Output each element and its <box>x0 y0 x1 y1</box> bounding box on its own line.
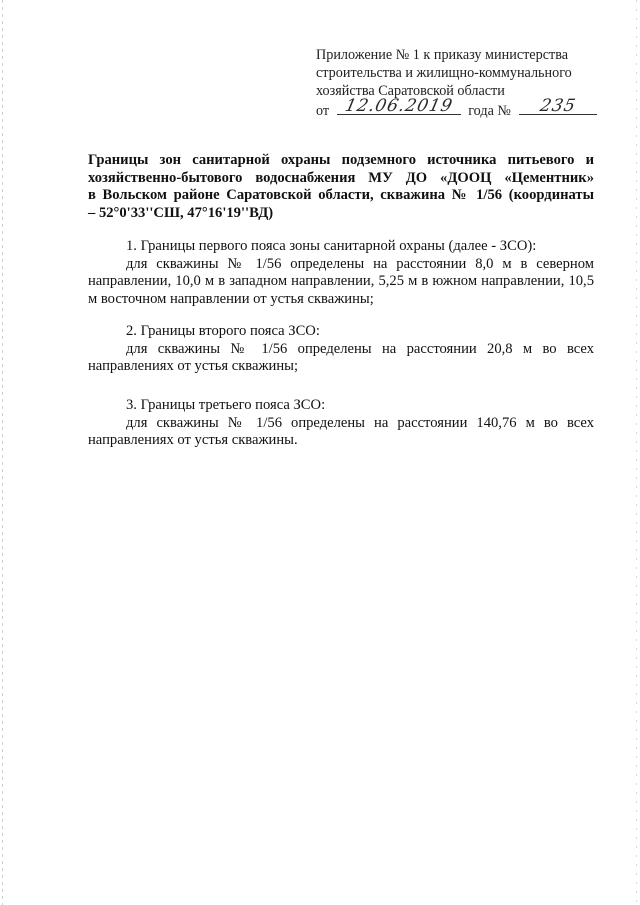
order-date-number-row <box>316 96 606 120</box>
from-label: от <box>316 103 330 119</box>
handwritten-date: 12.06.2019 <box>342 96 455 116</box>
handwritten-number: 235 <box>537 96 578 116</box>
section-heading: 1. Границы первого пояса зоны санитарной охраны (далее - ЗСО): <box>126 238 537 254</box>
appendix-line-1: Приложение № 1 к приказу министерства <box>316 47 569 63</box>
scan-edge-right <box>636 0 637 905</box>
section-third-zone <box>88 397 594 450</box>
section-heading: 3. Границы третьего пояса ЗСО: <box>126 397 326 413</box>
section-text: для скважины № 1/56 определены на расстоянии 8,0 м в северном направлении, 10,0 м в западном направлении, 5,25 м в южном направлении, 10,5 м восточном направлении от устья скважины; <box>88 255 594 307</box>
title-line-4: – 52°0'33''СШ, 47°16'19''ВД) <box>88 204 274 221</box>
title-line-3: в Вольском районе Саратовской области, скважина № 1/56 (координаты <box>88 187 594 203</box>
date-field <box>337 96 461 116</box>
scan-edge-left <box>2 0 3 905</box>
number-field <box>519 96 597 116</box>
year-number-label: года № <box>468 103 511 119</box>
section-text: для скважины № 1/56 определены на расстоянии 20,8 м во всех направлениях от устья скважины; <box>88 340 594 374</box>
title-line-2: хозяйственно-бытового водоснабжения МУ ДО «ДООЦ «Цементник» <box>88 169 594 186</box>
appendix-line-3: хозяйства Саратовской области <box>316 83 505 99</box>
document-title <box>88 152 594 222</box>
section-text: для скважины № 1/56 определены на расстоянии 140,76 м во всех направлениях от устья скважины. <box>88 414 594 448</box>
appendix-line-2: строительства и жилищно-коммунального <box>316 65 572 81</box>
title-line-1: Границы зон санитарной охраны подземного источника питьевого и <box>88 152 594 168</box>
section-second-zone <box>88 323 594 376</box>
appendix-header <box>316 46 606 120</box>
section-first-zone <box>88 238 594 308</box>
section-heading: 2. Границы второго пояса ЗСО: <box>126 323 320 339</box>
